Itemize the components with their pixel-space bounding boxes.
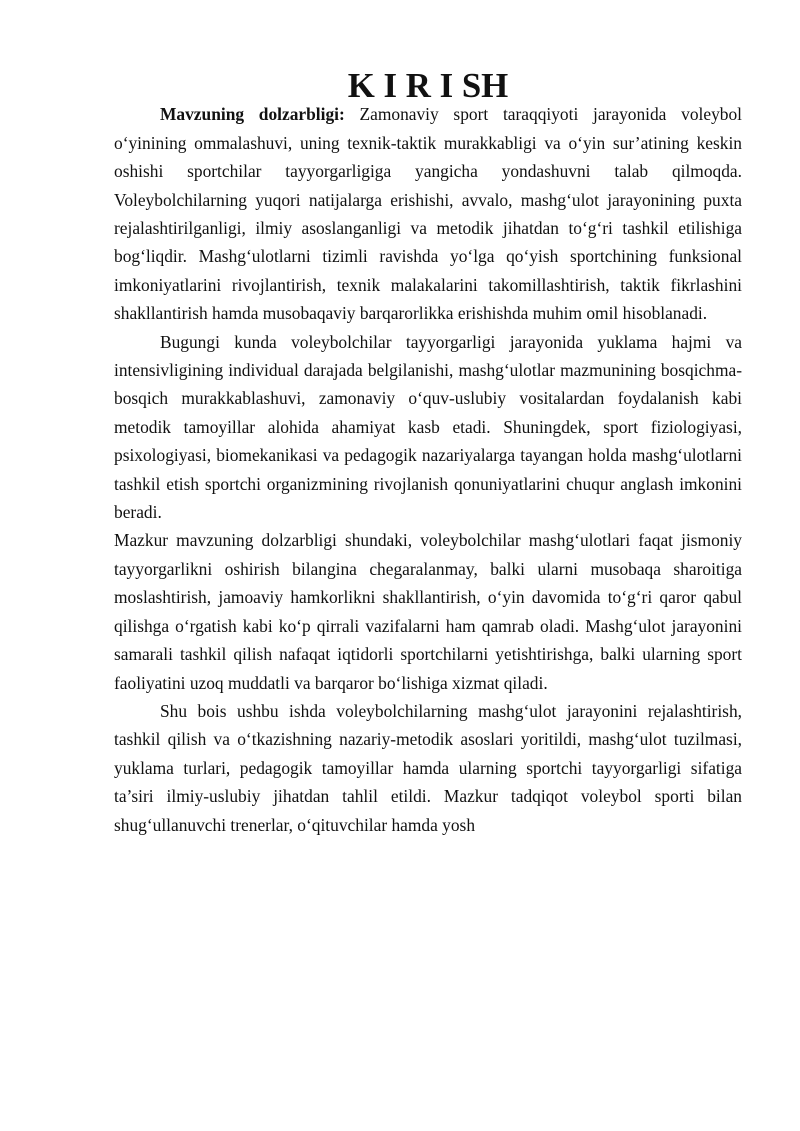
paragraph-lead: Mavzuning dolzarbligi: (160, 104, 345, 125)
page-title: K I R I SH (347, 66, 509, 105)
paragraph-text: Zamonaviy sport taraqqiyoti jarayonida voleybol oʻyinining ommalashuvi, uning texnik-taktik murakkabligi va oʻyin sur’atining keskin oshishi sportchilar tayyorgarligiga yangicha yondashuvni talab qilmoqda. Voleybolchilarning yuqori natijalarga erishishi, avvalo, mashgʻulot jarayonining puxta rejalashtirilganligi, ilmiy asoslanganligi va metodik jihatdan toʻgʻri tashkil etilishiga bogʻliqdir. Mashgʻulotlarni tizimli ravishda yoʻlga qoʻyish sportchining funksional imkoniyatlarini rivojlantirish, texnik malakalarini takomillashtirish, taktik fikrlashini shakllantirish hamda musobaqaviy barqarorlikka erishishda muhim omil hisoblanadi. (114, 104, 742, 324)
paragraph-significance: Mazkur mavzuning dolzarbligi shundaki, voleybolchilar mashgʻulotlari faqat jismoniy tayyorgarlikni oshirish bilangina chegaralanmay, balki ularni musobaqa sharoitiga moslashtirish, jamoaviy hamkorlikni shakllantirish, oʻyin davomida toʻgʻri qaror qabul qilishga oʻrgatish kabi koʻp qirrali vazifalarni ham qamrab oladi. Mashgʻulot jarayonini samarali tashkil qilish nafaqat iqtidorli sportchilarni yetishtirishga, balki ularning sport faoliyatini uzoq muddatli va barqaror boʻlishiga xizmat qiladi. (114, 530, 742, 693)
paragraph-relevance (114, 100, 742, 327)
paragraph-methodology: Bugungi kunda voleybolchilar tayyorgarligi jarayonida yuklama hajmi va intensivligining individual darajada belgilanishi, mashgʻulotlar mazmunining bosqichma-bosqich murakkablashuvi, zamonaviy oʻquv-uslubiy vositalardan foydalanish kabi metodik tamoyillar alohida ahamiyat kasb etadi. Shuningdek, sport fiziologiyasi, psixologiyasi, biomekanikasi va pedagogik nazariyalarga tayangan holda mashgʻulotlarni tashkil etish sportchi organizmining rivojlanish qonuniyatlarini chuqur anglash imkonini beradi. (114, 331, 742, 523)
paragraph-scope: Shu bois ushbu ishda voleybolchilarning mashgʻulot jarayonini rejalashtirish, tashkil qilish va oʻtkazishning nazariy-metodik asoslari yoritildi, mashgʻulot tuzilmasi, yuklama turlari, pedagogik tamoyillar hamda ularning sportchi tayyorgarligi sifatiga ta’siri ilmiy-uslubiy jihatdan tahlil etildi. Mazkur tadqiqot voleybol sporti bilan shugʻullanuvchi trenerlar, oʻqituvchilar hamda yosh (114, 700, 742, 835)
document-page (114, 66, 742, 839)
